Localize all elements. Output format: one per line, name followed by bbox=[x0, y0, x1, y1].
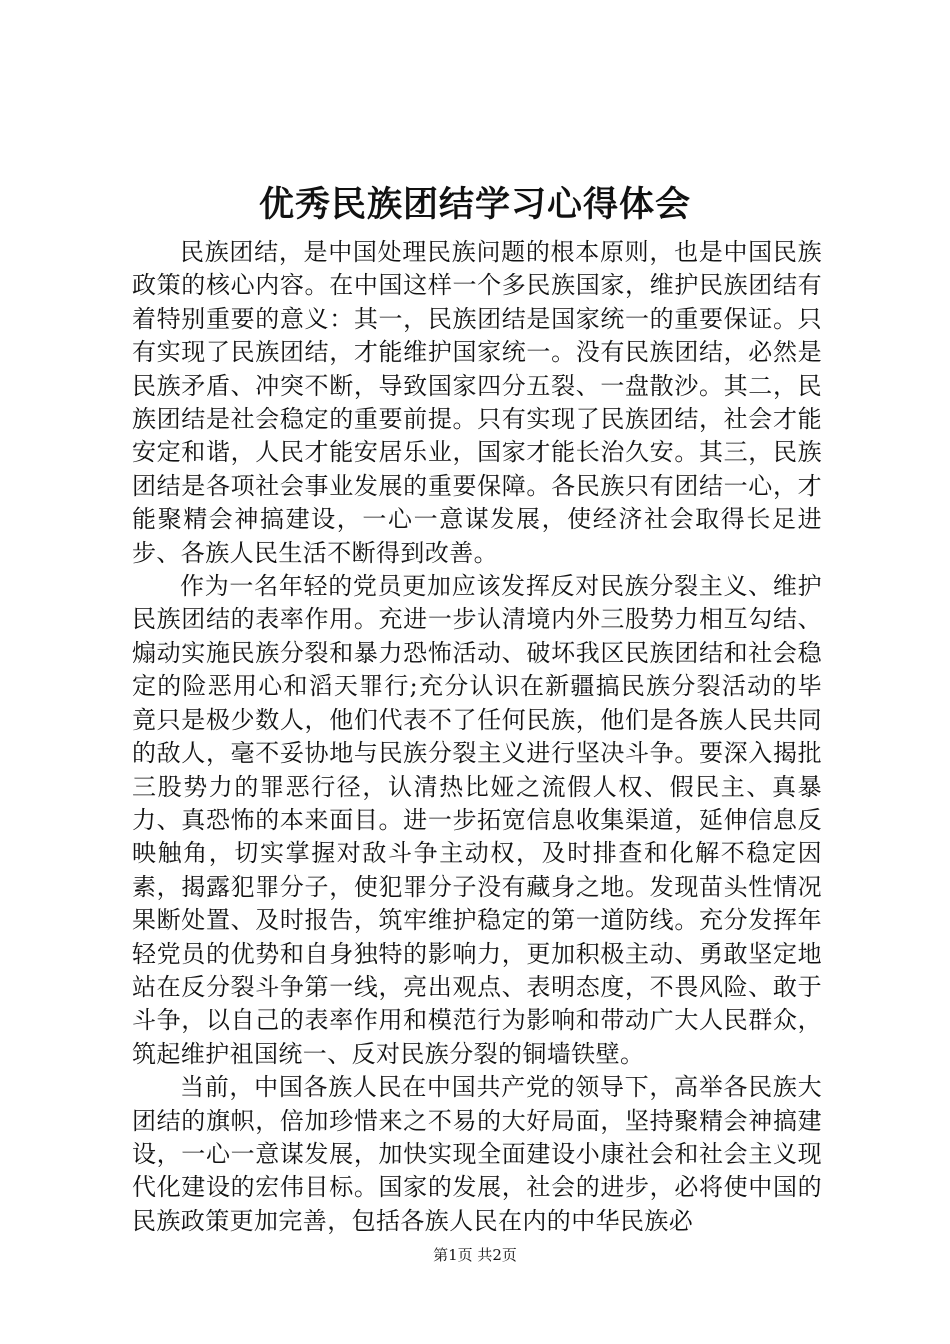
document-body bbox=[132, 236, 822, 1238]
paragraph-3: 当前，中国各族人民在中国共产党的领导下，高举各民族大团结的旗帜，倍加珍惜来之不易的大好局面，坚持聚精会神搞建设，一心一意谋发展，加快实现全面建设小康社会和社会主义现代化建设的宏伟目标。国家的发展，社会的进步，必将使中国的民族政策更加完善，包括各族人民在内的中华民族必 bbox=[132, 1073, 822, 1235]
paragraph-2: 作为一名年轻的党员更加应该发挥反对民族分裂主义、维护民族团结的表率作用。充进一步认清境内外三股势力相互勾结、煽动实施民族分裂和暴力恐怖活动、破坏我区民族团结和社会稳定的险恶用心和滔天罪行;充分认识在新疆搞民族分裂活动的毕竟只是极少数人，他们代表不了任何民族，他们是各族人民共同的敌人，毫不妥协地与民族分裂主义进行坚决斗争。要深入揭批三股势力的罪恶行径，认清热比娅之流假人权、假民主、真暴力、真恐怖的本来面目。进一步拓宽信息收集渠道，延伸信息反映触角，切实掌握对敌斗争主动权，及时排查和化解不稳定因素，揭露犯罪分子，使犯罪分子没有藏身之地。发现苗头性情况果断处置、及时报告，筑牢维护稳定的第一道防线。充分发挥年轻党员的优势和自身独特的影响力，更加积极主动、勇敢坚定地站在反分裂斗争第一线，亮出观点、表明态度，不畏风险、敢于斗争，以自己的表率作用和模范行为影响和带动广大人民群众，筑起维护祖国统一、反对民族分裂的铜墙铁壁。 bbox=[132, 572, 822, 1068]
page-footer: 第1页 共2页 bbox=[433, 1246, 517, 1264]
paragraph-1: 民族团结，是中国处理民族问题的根本原则，也是中国民族政策的核心内容。在中国这样一个多民族国家，维护民族团结有着特别重要的意义：其一，民族团结是国家统一的重要保证。只有实现了民族团结，才能维护国家统一。没有民族团结，必然是民族矛盾、冲突不断，导致国家四分五裂、一盘散沙。其二，民族团结是社会稳定的重要前提。只有实现了民族团结，社会才能安定和谐，人民才能安居乐业，国家才能长治久安。其三，民族团结是各项社会事业发展的重要保障。各民族只有团结一心，才能聚精会神搞建设，一心一意谋发展，使经济社会取得长足进步、各族人民生活不断得到改善。 bbox=[132, 238, 822, 567]
document-title: 优秀民族团结学习心得体会 bbox=[258, 184, 691, 225]
